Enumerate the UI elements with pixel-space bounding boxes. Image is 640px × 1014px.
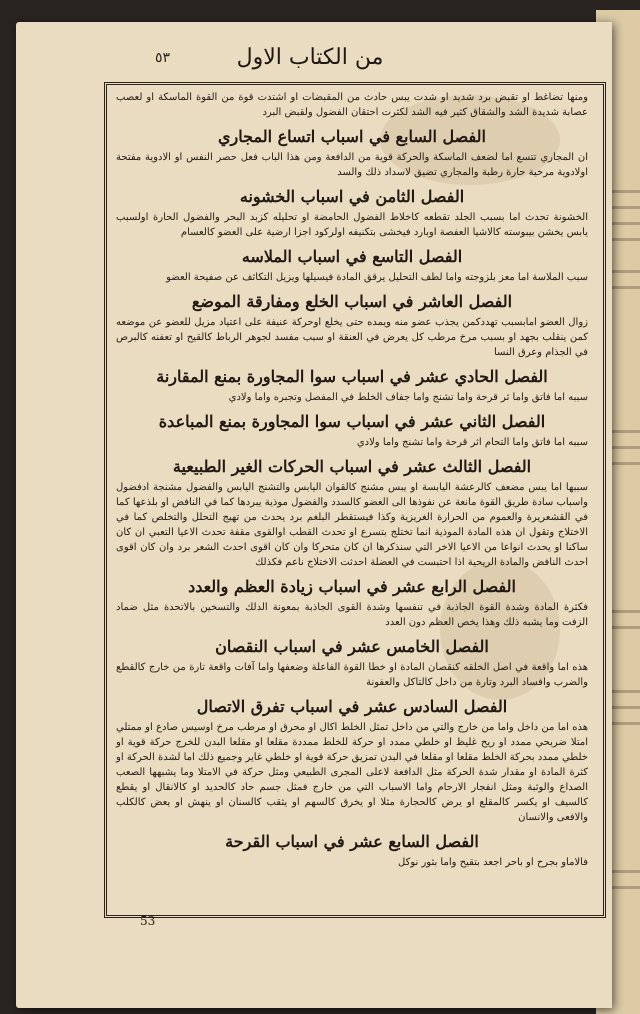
- section-text: ان المجاري تتسع اما لضعف الماسكة والحركة قوية من الدافعة ومن هذا الباب فعل حصر النفس او الادوية مفتحة اولادوية مرخية حارة رطبة والمجاري تضيق لاسداد ذلك والسد: [116, 152, 588, 178]
- section-text: سببه اما فاتق واما التحام اثر قرحة واما تشنج واما ولادي: [356, 437, 588, 448]
- section-text: فكثرة المادة وشدة القوة الجاذبة في تنفسها وشدة القوى الجاذبة بمعونة الدلك والتسخين بالاتحدة مثل ضماد الزفت وما يشبه ذلك وهذا يخص العظم دون العدد: [116, 602, 589, 628]
- chapter-heading: الفصل الثاني عشر في اسباب سوا المجاورة بمنع المباعدة: [158, 412, 546, 431]
- section-text: الخشونة تحدث اما بسبب الجلد تقطعه كاخلاط الفضول الحامضة او تحليله كزبد البحر والفضول الحارة اولسبب يابس يخشن بيبوسته كالاشيا العفصة اوبارد فيخشى بتكنيفه اولركود اجزا ارضية على العضو كالعسام: [116, 212, 588, 238]
- section-text: هذه اما من داخل واما من خارج والتي من داخل تمثل الخلط اكال او محرق او مرطب مرخ اوسيس صادع او ممتلي امتلا ضربحي ممدد او ريح غليظ او خلطي ممدد او حركة للخلط ممددة مقلعا او مقلعا البدن للخرج حركة قوية او خلطي ممدد بحركة الخلط مقلعا او مقلعا في البدن تمزيق حركة قوية او خلطي غاير وجميع ذلك اما لشدة الحركة او كثرة المادة او مقدار شدة الحركة مثل الدافعة لاعلى المجرى الطبيعي ومثل حركة في الامتلا وما يشبهها الصعب الصداع والوثبة ومثل انفجار الارحام واما الاسباب التي من خارج فمثل جسم حاد كالحديد او كالانقال او يقطع كالسيف او يكسر كالمقلع او يرض كالحجارة مثلا او يخرق كالسهم او يثقب كالسنان او ينهش او يعض كالكلب والافعى والانسان: [116, 722, 588, 823]
- chapter-heading: الفصل التاسع في اسباب الملاسه: [241, 247, 463, 266]
- folio-number-bottom: 53: [140, 914, 156, 928]
- chapter-heading: الفصل الثامن في اسباب الخشونه: [239, 187, 465, 206]
- section-text: سببها اما يبس مضعف كالرعشة اليابسة او يبس مشنج كالقوان اليابس والتشنج اليابس والفضول مشنجة ادفضول واسباب سادة طريق القوة مانعة عن نفوذها الى العضو كالسدد والفضول موذية يبردها كما في النافض او بلذعها كما في القشعريرة والعموم من الحرارة الغريزية وكذا فيستقطر البلغم برد يحدث من تهيج التحلل والتخلص كما في الاختلاج وتقول ان هذه المادة الموذية انما تختلج بتسرع او تحدث القطب اوالقوى مقفة تحدث الاعيا التعبي ان كان ساكنا او يحدث انواعا من الاعيا الاخر التي سنذكرها ان كان متحركا وان كان اقوى احدث الشعر برد وان كان اقوى احدث النافض والمادة الريحية اذا احتبست في العضلة احدثت الاختلاج ناعم فكذلك: [116, 482, 588, 568]
- folio-number-top: ٥٣: [154, 50, 170, 66]
- chapter-heading: الفصل السادس عشر في اسباب تفرق الاتصال: [196, 697, 508, 716]
- section-text: ومنها تضاغط او تقبض برد شديد او شدت يبس حادث من المقبضات او اشتدت قوة من القوة الماسكة او لعصب عصابة شديدة الشد والشقاق كثير فيه الشد لكثرت احتقان الفضول ولقبض البرد: [116, 92, 588, 118]
- section-text: هذه اما واقعة في اصل الخلقه كنقصان المادة او خطا القوة الفاعلة وضعفها واما آفات واقعة تارة من خارج كالقطع والضرب وافساد البرد وتارة من داخل كالتاكل والعفونة: [116, 662, 588, 688]
- section-text: زوال العضو امابسبب تهددكمن يجذب عضو منه ويمده حتى يخلع اوحركة عنيفة على اعتياد مزيل للعضو عن موضعه كمن ينقلب بجهد او بسبب مرخ مرطب كل يعرض في العنقة او سبب مفسد لجوهر الرباط كالقيح او تعفنه كالبرص في الجذام وعرق النسا: [116, 317, 588, 358]
- running-head: من الكتاب الاول: [236, 45, 384, 70]
- chapter-heading: الفصل السابع عشر في اسباب القرحة: [225, 832, 479, 851]
- chapter-heading: الفصل السابع في اسباب اتساع المجاري: [218, 127, 486, 146]
- chapter-heading: الفصل الحادي عشر في اسباب سوا المجاورة بمنع المقارنة: [156, 367, 548, 386]
- chapter-heading: الفصل الخامس عشر في اسباب النقصان: [215, 637, 489, 656]
- chapter-heading: الفصل الرابع عشر في اسباب زيادة العظم والعدد: [188, 577, 516, 596]
- section-text: سببه اما فاتق واما ثر قرحة واما تشنج واما جفاف الخلط في المفصل وتجبره واما ولادي: [228, 392, 588, 403]
- section-text: فالاماو بجرح او باحر اجعد بتقيح واما بثور نوكل: [398, 857, 588, 868]
- chapter-heading: الفصل الثالث عشر في اسباب الحركات الغير الطبيعية: [172, 457, 532, 476]
- section-text: سبب الملاسة اما معز بلزوجته واما لطف التحليل يرقق المادة فيسيلها ويزيل التكاثف عن صفيحة العضو: [166, 272, 588, 283]
- text-block: [112, 90, 592, 904]
- chapter-heading: الفصل العاشر في اسباب الخلع ومفارقة الموضع: [191, 292, 513, 311]
